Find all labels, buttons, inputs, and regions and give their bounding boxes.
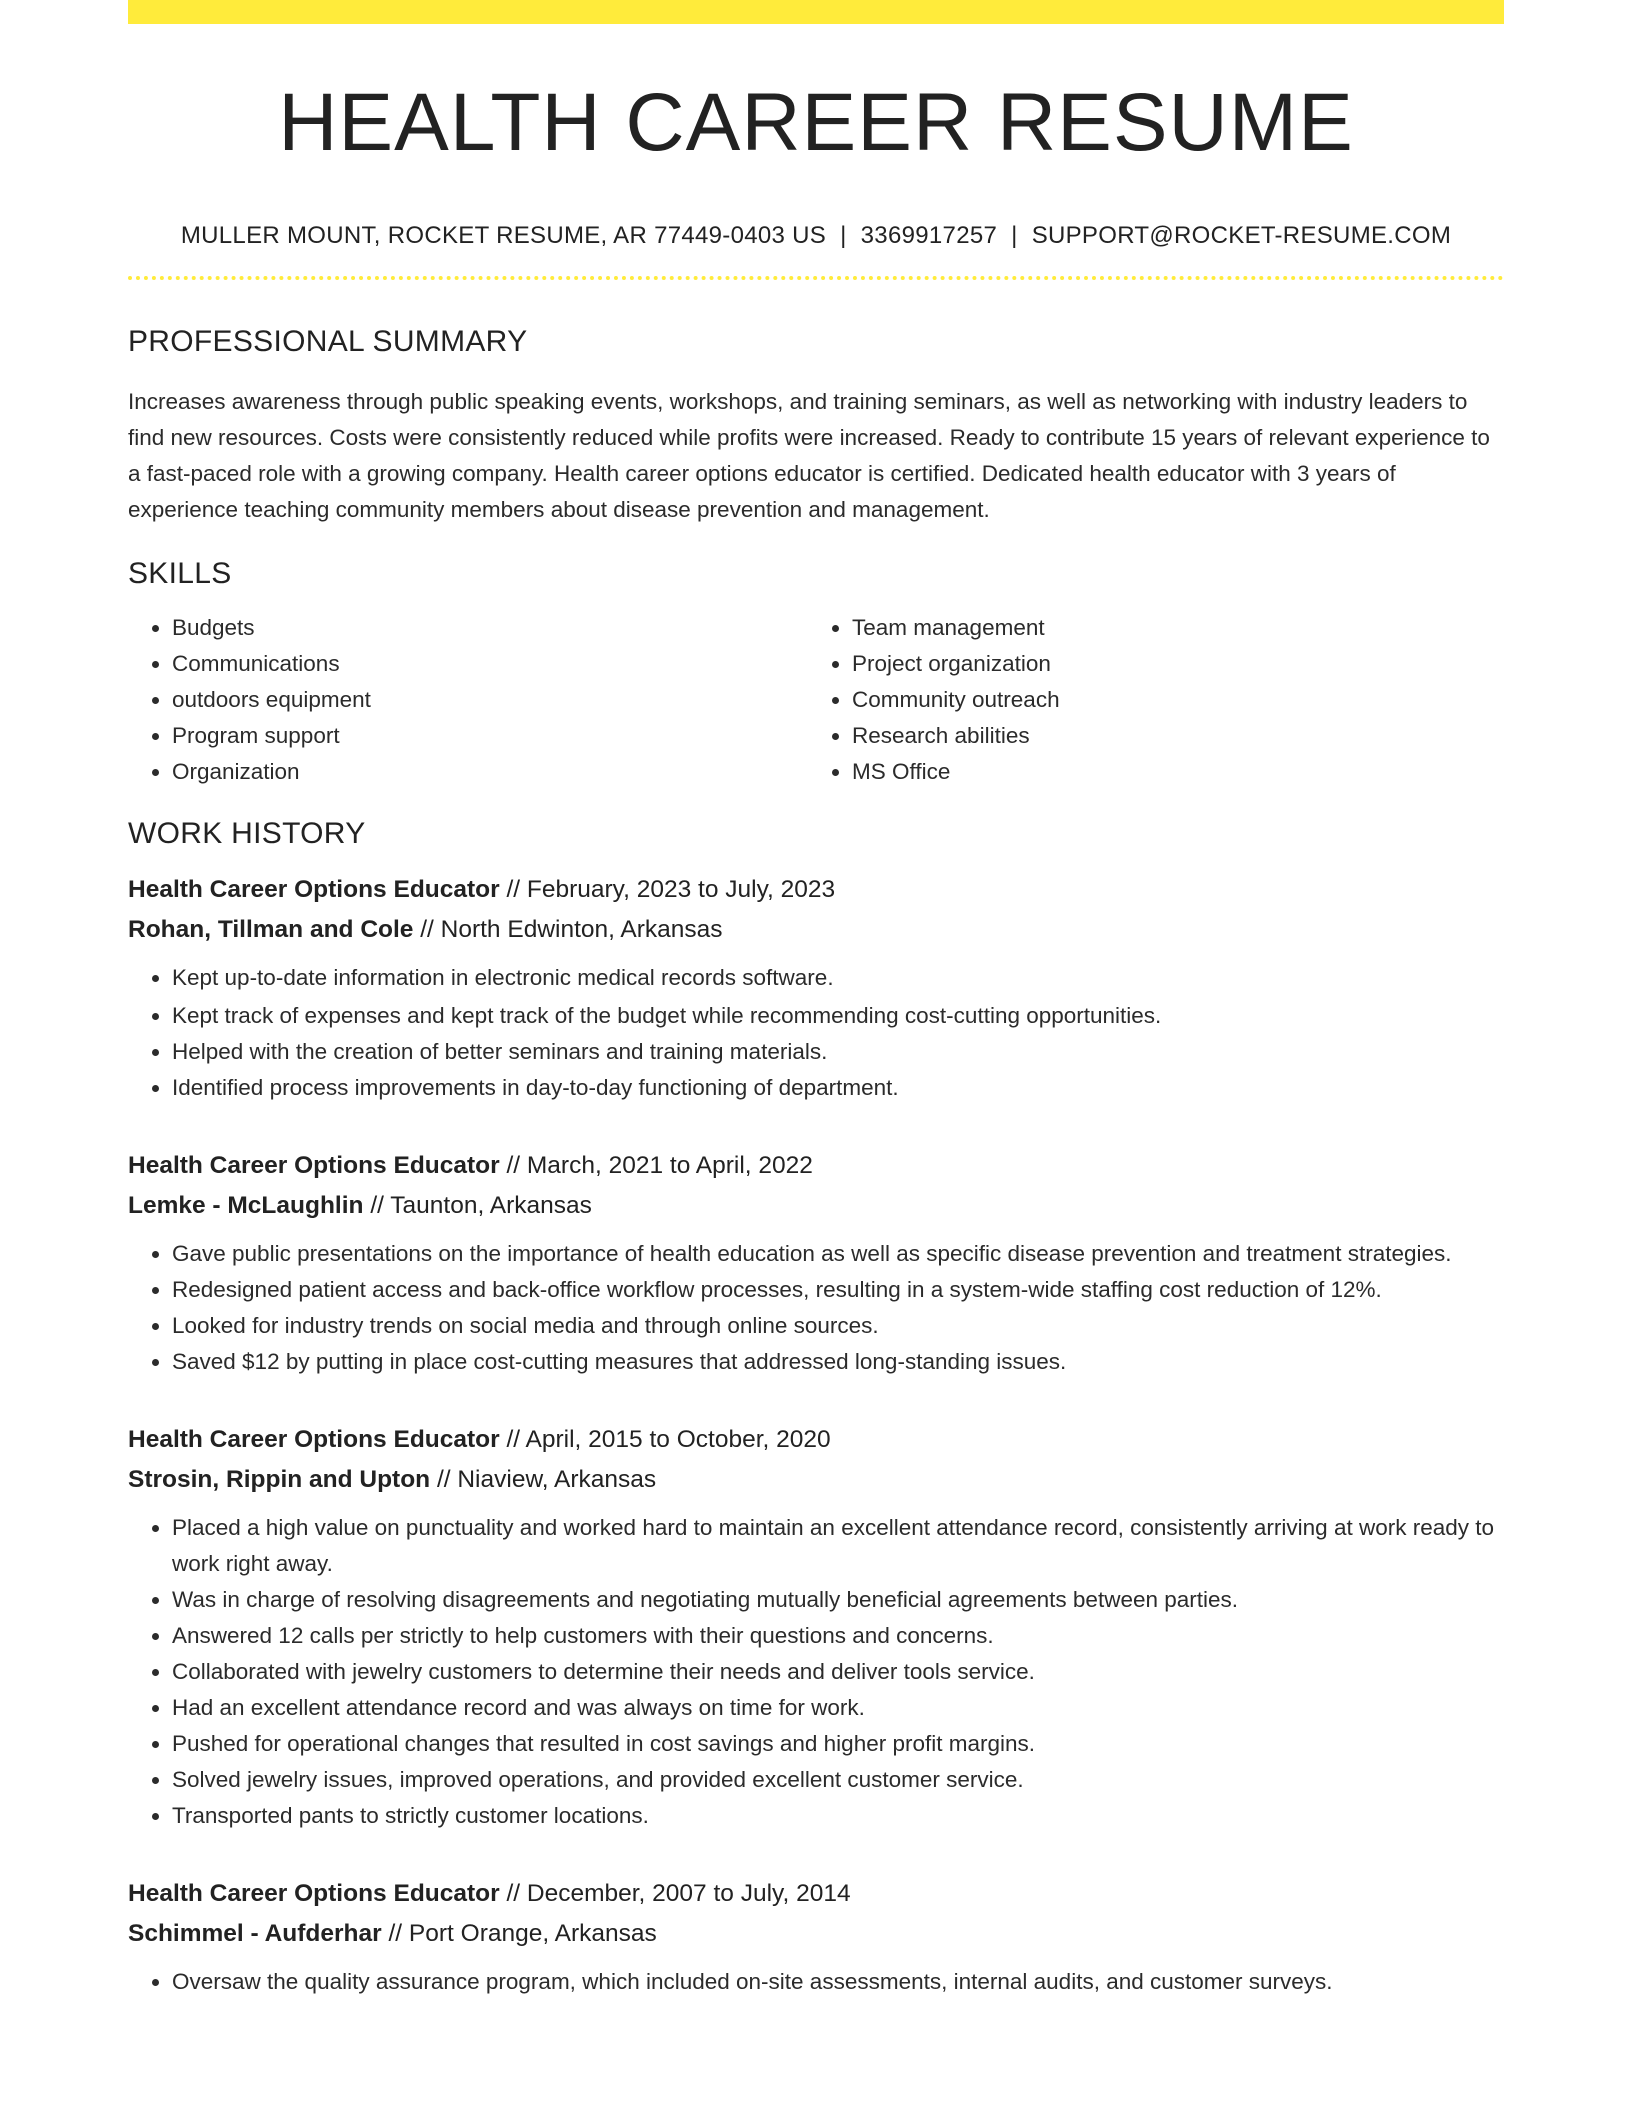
job-bullets: [128, 1236, 1504, 1380]
job-bullet: • Was in charge of resolving disagreements and negotiating mutually beneficial agreements between parties.: [172, 1582, 1504, 1618]
job-bullet: • Oversaw the quality assurance program, which included on-site assessments, internal audits, and customer surveys.: [172, 1964, 1504, 2000]
skill-item: • outdoors equipment: [172, 682, 806, 718]
job-dates: // February, 2023 to July, 2023: [499, 876, 836, 903]
job-company: Strosin, Rippin and Upton: [128, 1466, 431, 1493]
job-bullet: • Identified process improvements in day-to-day functioning of department.: [172, 1070, 1504, 1106]
job-bullets: [128, 1964, 1504, 2000]
skill-item: • Community outreach: [852, 682, 1486, 718]
skill-item: • Budgets: [172, 610, 806, 646]
job-bullet: • Looked for industry trends on social media and through online sources.: [172, 1308, 1504, 1344]
job-bullet: • Collaborated with jewelry customers to determine their needs and deliver tools service.: [172, 1654, 1504, 1690]
job-role-line: [128, 1420, 1504, 1460]
skill-item: • Team management: [852, 610, 1486, 646]
job-role: Health Career Options Educator: [128, 876, 500, 903]
skills-heading: SKILLS: [128, 557, 232, 590]
job-entry: [128, 1874, 1504, 2000]
contact-separator: |: [840, 222, 847, 249]
accent-top-bar: [128, 0, 1504, 24]
job-role: Health Career Options Educator: [128, 1426, 500, 1453]
job-bullet: • Pushed for operational changes that resulted in cost savings and higher profit margins.: [172, 1726, 1504, 1762]
job-company: Schimmel - Aufderhar: [128, 1920, 382, 1947]
job-role: Health Career Options Educator: [128, 1880, 500, 1907]
job-bullet: • Gave public presentations on the importance of health education as well as specific disease prevention and treatment strategies.: [172, 1236, 1504, 1272]
job-role-line: [128, 1874, 1504, 1914]
resume-title: HEALTH CAREER RESUME: [278, 77, 1354, 168]
job-location: // Taunton, Arkansas: [363, 1192, 592, 1219]
job-bullet: • Had an excellent attendance record and was always on time for work.: [172, 1690, 1504, 1726]
job-bullet: • Transported pants to strictly customer locations.: [172, 1798, 1504, 1834]
skills-column-left: [128, 610, 806, 790]
job-role-line: [128, 870, 1504, 910]
job-company-line: [128, 910, 1504, 950]
job-company-line: [128, 1460, 1504, 1500]
job-entry: [128, 1420, 1504, 1834]
job-bullet: • Answered 12 calls per strictly to help customers with their questions and concerns.: [172, 1618, 1504, 1654]
job-location: // North Edwinton, Arkansas: [413, 916, 723, 943]
job-company-line: [128, 1186, 1504, 1226]
job-company-line: [128, 1914, 1504, 1954]
skill-item: • Organization: [172, 754, 806, 790]
dotted-divider: [128, 276, 1504, 280]
job-location: // Port Orange, Arkansas: [381, 1920, 657, 1947]
skill-item: • Project organization: [852, 646, 1486, 682]
resume-page: [128, 0, 1504, 2000]
contact-phone: 3369917257: [860, 222, 998, 249]
skill-item: • Communications: [172, 646, 806, 682]
job-bullet: • Solved jewelry issues, improved operations, and provided excellent customer service.: [172, 1762, 1504, 1798]
job-location: // Niaview, Arkansas: [430, 1466, 657, 1493]
job-company: Lemke - McLaughlin: [128, 1192, 364, 1219]
job-entry: [128, 870, 1504, 1106]
job-bullet: • Helped with the creation of better seminars and training materials.: [172, 1034, 1504, 1070]
summary-heading: PROFESSIONAL SUMMARY: [128, 325, 528, 358]
contact-address: MULLER MOUNT, ROCKET RESUME, AR 77449-0403 US: [180, 222, 827, 249]
skill-item: • MS Office: [852, 754, 1486, 790]
contact-separator: |: [1011, 222, 1018, 249]
job-bullet: • Redesigned patient access and back-office workflow processes, resulting in a system-wide staffing cost reduction of 12%.: [172, 1272, 1504, 1308]
skill-item: • Research abilities: [852, 718, 1486, 754]
job-role: Health Career Options Educator: [128, 1152, 500, 1179]
summary-text: Increases awareness through public speaking events, workshops, and training seminars, as well as networking with industry leaders to find new resources. Costs were consistently reduced while profits were increased. Ready to contribute 15 years of relevant experience to a fast-paced role with a growing company. Health career options educator is certified. Dedicated health educator with 3 years of experience teaching community members about disease prevention and management.: [128, 389, 1490, 522]
job-bullet: • Saved $12 by putting in place cost-cutting measures that addressed long-standing issues.: [172, 1344, 1504, 1380]
job-bullets: [128, 1510, 1504, 1834]
job-role-line: [128, 1146, 1504, 1186]
skills-list: [128, 610, 1504, 790]
job-bullet: • Placed a high value on punctuality and worked hard to maintain an excellent attendance record, consistently arriving at work ready to work right away.: [172, 1510, 1504, 1582]
contact-line: [128, 222, 1504, 250]
job-bullets: [128, 960, 1504, 1106]
job-dates: // December, 2007 to July, 2014: [499, 1880, 851, 1907]
work-history-heading: WORK HISTORY: [128, 817, 366, 850]
job-company: Rohan, Tillman and Cole: [128, 916, 414, 943]
job-bullet: • Kept up-to-date information in electronic medical records software.: [172, 960, 1504, 996]
contact-email: SUPPORT@ROCKET-RESUME.COM: [1031, 222, 1452, 249]
skill-item: • Program support: [172, 718, 806, 754]
job-dates: // April, 2015 to October, 2020: [499, 1426, 831, 1453]
skills-column-right: [806, 610, 1486, 790]
job-bullet: • Kept track of expenses and kept track of the budget while recommending cost-cutting opportunities.: [172, 998, 1504, 1034]
job-dates: // March, 2021 to April, 2022: [499, 1152, 813, 1179]
job-entry: [128, 1146, 1504, 1380]
